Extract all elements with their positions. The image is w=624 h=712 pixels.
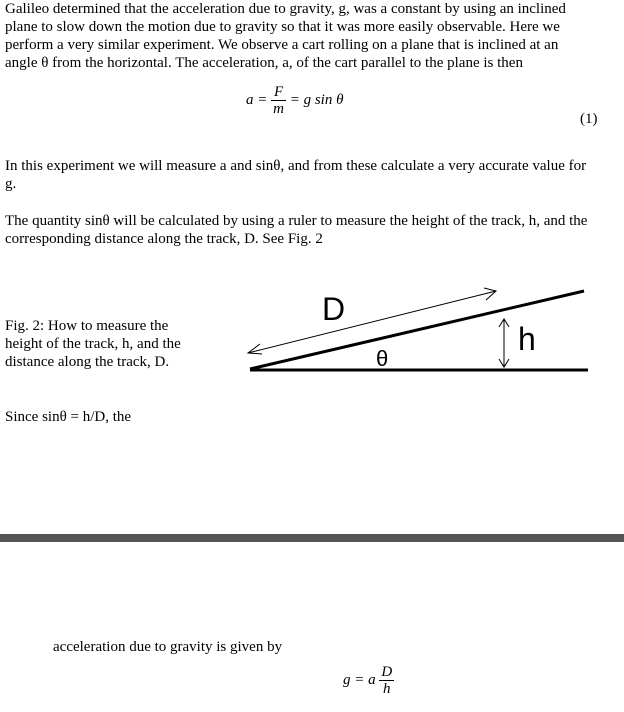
equation-2-fraction xyxy=(379,664,394,697)
quantity-paragraph xyxy=(5,212,587,248)
equation-2 xyxy=(343,664,394,697)
equation-1-rhs: = g sin θ xyxy=(289,91,344,108)
equation-1 xyxy=(246,84,343,117)
equation-2-lhs: g = a xyxy=(343,671,376,688)
equation-1-number: (1) xyxy=(580,111,598,127)
intro-paragraph xyxy=(5,0,566,72)
equation-1-denominator: m xyxy=(273,101,284,117)
caption-line-1: Fig. 2: How to measure the xyxy=(5,318,169,334)
equation-1-fraction xyxy=(271,84,286,117)
equation-1-lhs: a = xyxy=(246,91,268,108)
equation-2-numerator: D xyxy=(381,664,393,680)
since-text: Since sinθ = h/D, the xyxy=(5,409,132,425)
label-theta: θ xyxy=(376,346,389,371)
measure-paragraph xyxy=(5,157,586,193)
inclined-plane-diagram xyxy=(236,280,596,380)
acceleration-text: acceleration due to gravity is given by xyxy=(53,639,283,655)
label-h: h xyxy=(518,321,536,357)
intro-line-4: angle θ from the horizontal. The acceleration, a, of the cart parallel to the plane is then xyxy=(5,55,523,71)
page-break xyxy=(0,534,624,542)
quantity-line-1: The quantity sinθ will be calculated by using a ruler to measure the height of the track, h, and the xyxy=(5,213,588,229)
intro-line-3: perform a very similar experiment. We observe a cart rolling on a plane that is inclined at an xyxy=(5,37,559,53)
caption-line-2: height of the track, h, and the xyxy=(5,336,181,352)
measure-line-2: g. xyxy=(5,176,17,192)
intro-line-1: Galileo determined that the acceleration due to gravity, g, was a constant by using an inclined xyxy=(5,1,566,17)
caption-line-3: distance along the track, D. xyxy=(5,354,170,370)
figure-caption xyxy=(5,317,181,371)
equation-1-numerator: F xyxy=(271,84,286,101)
measure-line-1: In this experiment we will measure a and sinθ, and from these calculate a very accurate value for xyxy=(5,158,587,174)
intro-line-2: plane to slow down the motion due to gravity so that it was more easily observable. Here we xyxy=(5,19,560,35)
quantity-line-2: corresponding distance along the track, D. See Fig. 2 xyxy=(5,231,323,247)
equation-2-denominator: h xyxy=(383,681,391,697)
label-D: D xyxy=(322,291,346,327)
distance-arrow-line xyxy=(248,291,496,353)
